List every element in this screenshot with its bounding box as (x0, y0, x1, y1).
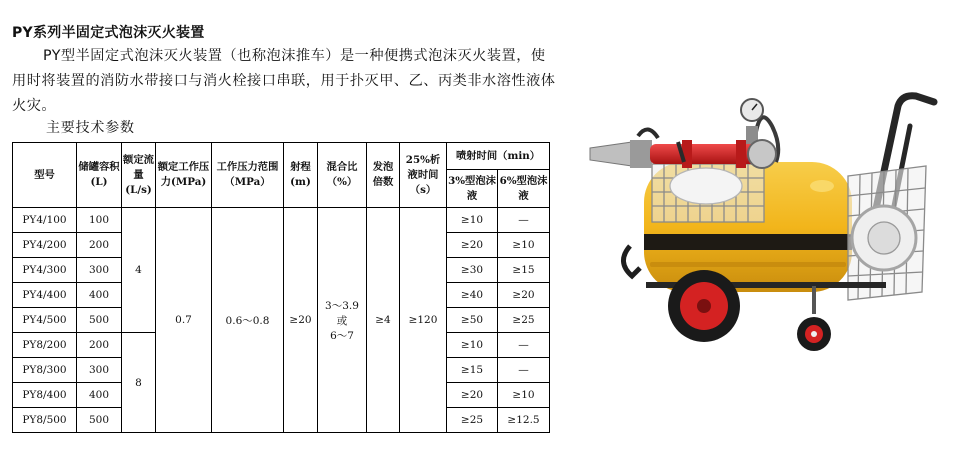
header-range: 射程(m) (284, 143, 318, 208)
cell-spray-6: — (498, 358, 550, 383)
cell-spray-3: ≥20 (447, 233, 498, 258)
cell-model: PY4/300 (13, 258, 77, 283)
cell-drain-time: ≥120 (400, 208, 447, 433)
spec-table (12, 142, 550, 433)
cell-model: PY4/200 (13, 233, 77, 258)
rear-basket (848, 166, 926, 300)
cell-flow-py4: 4 (122, 208, 156, 333)
header-spray-6: 6%型泡沫液 (498, 170, 550, 208)
cell-flow-py8: 8 (122, 333, 156, 433)
cell-spray-6: — (498, 333, 550, 358)
cell-capacity: 500 (77, 408, 122, 433)
header-spray-3: 3%型泡沫液 (447, 170, 498, 208)
header-drain-time: 25%析液时间（s） (400, 143, 447, 208)
mix-ratio-line-3: 6～7 (330, 329, 354, 342)
cell-spray-6: ≥15 (498, 258, 550, 283)
cell-model: PY8/300 (13, 358, 77, 383)
cell-spray-3: ≥10 (447, 333, 498, 358)
cell-spray-3: ≥10 (447, 208, 498, 233)
cell-model: PY8/200 (13, 333, 77, 358)
cell-spray-6: — (498, 208, 550, 233)
header-model: 型号 (13, 143, 77, 208)
cell-range: ≥20 (284, 208, 318, 433)
cell-model: PY4/500 (13, 308, 77, 333)
cart-wheels (646, 270, 886, 351)
cell-spray-3: ≥30 (447, 258, 498, 283)
cell-spray-6: ≥25 (498, 308, 550, 333)
spec-subheading: 主要技术参数 (46, 120, 135, 136)
cell-capacity: 400 (77, 283, 122, 308)
cell-spray-3: ≥25 (447, 408, 498, 433)
doc-title: PY系列半固定式泡沫灭火装置 (12, 25, 205, 41)
table-header-row (13, 143, 550, 170)
cell-spray-6: ≥12.5 (498, 408, 550, 433)
cell-spray-3: ≥20 (447, 383, 498, 408)
mix-ratio-line-1: 3～3.9 (325, 299, 359, 312)
cell-capacity: 100 (77, 208, 122, 233)
foam-cart-photo (586, 86, 946, 366)
table-row (13, 208, 550, 233)
cell-spray-6: ≥20 (498, 283, 550, 308)
header-flow: 额定流量(L/s) (122, 143, 156, 208)
cell-spray-3: ≥40 (447, 283, 498, 308)
cell-model: PY8/400 (13, 383, 77, 408)
cell-capacity: 300 (77, 358, 122, 383)
cell-model: PY8/500 (13, 408, 77, 433)
cell-capacity: 200 (77, 233, 122, 258)
doc-paragraph (12, 44, 557, 119)
cell-capacity: 500 (77, 308, 122, 333)
header-spray-time: 喷射时间（min） (447, 143, 550, 170)
header-pressure-range: 工作压力范围（MPa） (212, 143, 284, 208)
cell-spray-6: ≥10 (498, 233, 550, 258)
cell-model: PY4/400 (13, 283, 77, 308)
header-expansion: 发泡倍数 (367, 143, 400, 208)
cell-capacity: 300 (77, 258, 122, 283)
cell-spray-3: ≥15 (447, 358, 498, 383)
cell-capacity: 400 (77, 383, 122, 408)
front-basket (652, 164, 764, 222)
paragraph-text: PY型半固定式泡沫灭火装置（也称泡沫推车）是一种便携式泡沫灭火装置，使用时将装置的消防水带接口与消火栓接口串联，用于扑灭甲、乙、丙类非水溶性液体火灾。 (12, 48, 556, 114)
header-pressure: 额定工作压力(MPa) (156, 143, 212, 208)
cell-pressure: 0.7 (156, 208, 212, 433)
cell-expansion: ≥4 (367, 208, 400, 433)
cell-mix-ratio (318, 208, 367, 433)
header-capacity: 储罐容积(L) (77, 143, 122, 208)
cell-spray-3: ≥50 (447, 308, 498, 333)
cell-capacity: 200 (77, 333, 122, 358)
header-mix-ratio: 混合比（%） (318, 143, 367, 208)
side-hook (623, 246, 640, 276)
cell-model: PY4/100 (13, 208, 77, 233)
mix-ratio-line-2: 或 (336, 314, 348, 327)
cell-spray-6: ≥10 (498, 383, 550, 408)
cell-pressure-range: 0.6～0.8 (212, 208, 284, 433)
